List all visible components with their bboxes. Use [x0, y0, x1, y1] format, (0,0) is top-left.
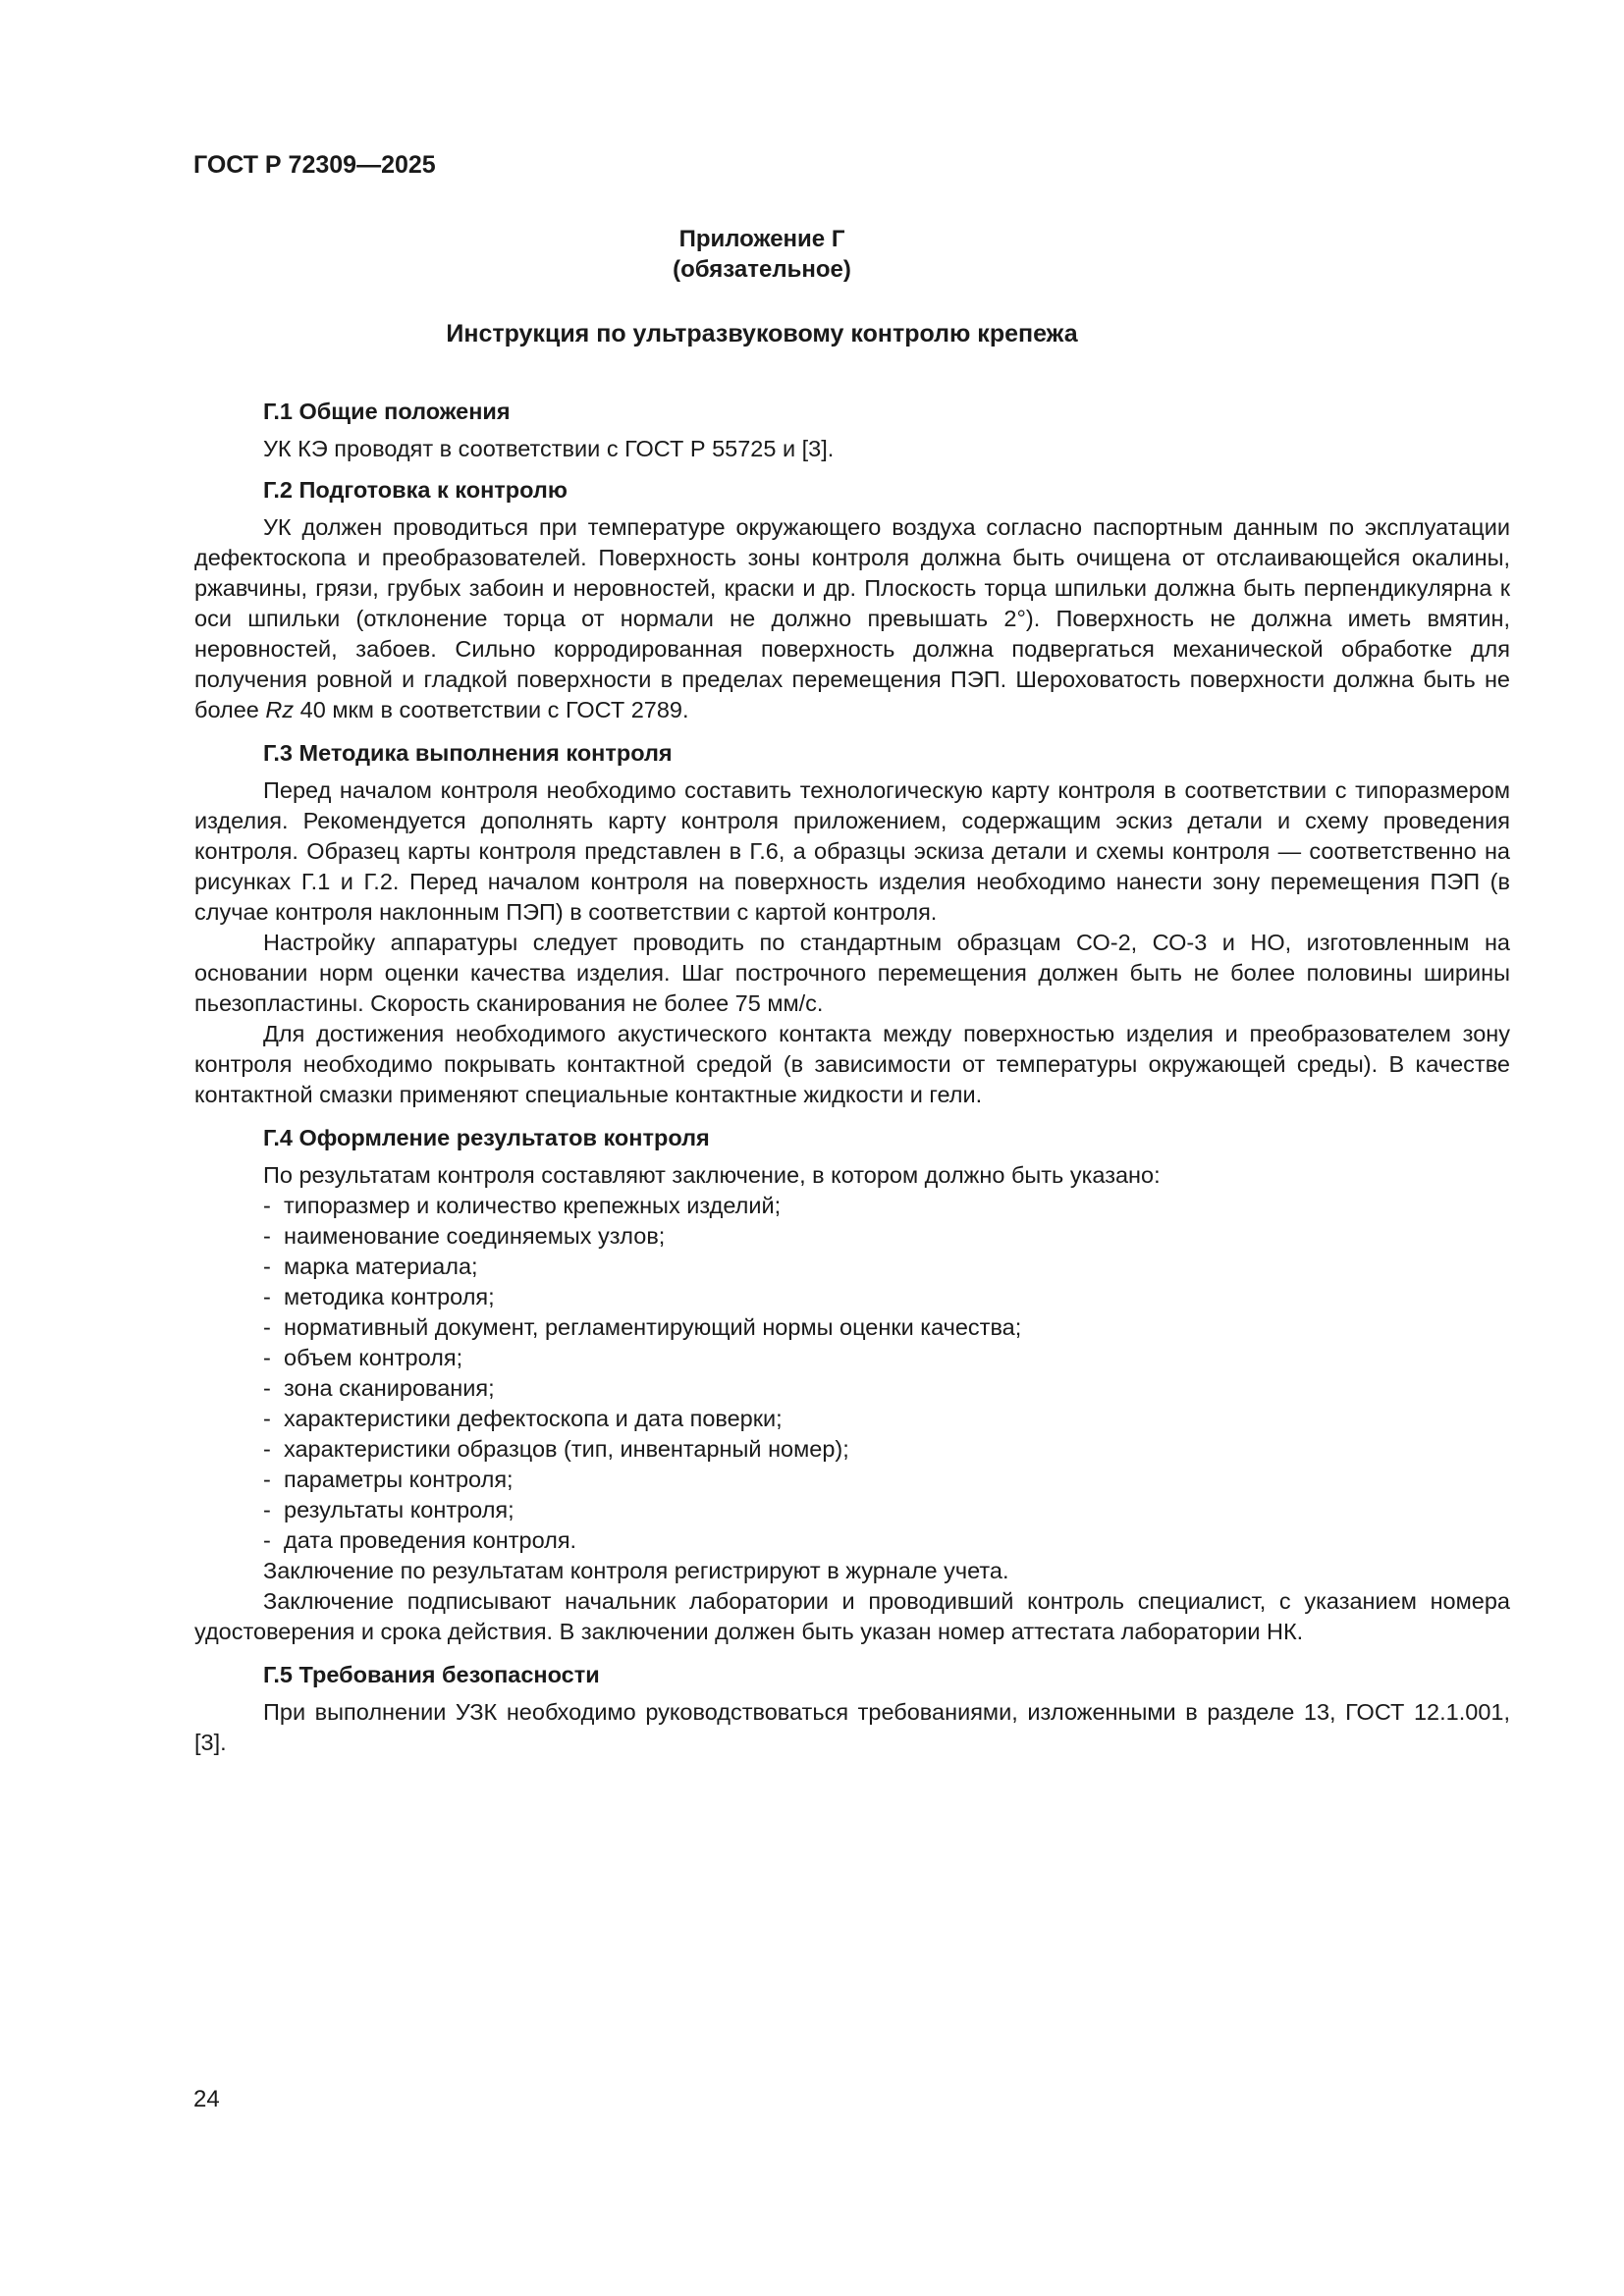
- section-g3-paragraph-1: Перед началом контроля необходимо составить технологическую карту контроля в соответствии с типоразмером изделия. Рекомендуется дополнять карту контроля приложением, содержащим эскиз детали и схему проведения контроля. Образец карты контроля представлен в Г.6, а образцы эскиза детали и схемы контроля — соответственно на рисунках Г.1 и Г.2. Перед началом контроля на поверхность изделия необходимо нанести зону перемещения ПЭП (в случае контроля наклонным ПЭП) в соответствии с картой контроля.: [194, 777, 1510, 925]
- appendix-label: Приложение Г: [678, 226, 845, 252]
- section-g1-paragraph: УК КЭ проводят в соответствии с ГОСТ Р 55725 и [3].: [263, 436, 835, 461]
- list-dash: -: [263, 1254, 271, 1279]
- list-item-text: типоразмер и количество крепежных изделий;: [284, 1193, 782, 1218]
- page-number: 24: [193, 2086, 220, 2112]
- appendix-status: (обязательное): [673, 256, 851, 283]
- list-item-text: марка материала;: [284, 1254, 478, 1279]
- list-dash: -: [263, 1467, 271, 1492]
- list-dash: -: [263, 1436, 271, 1462]
- list-dash: -: [263, 1375, 271, 1401]
- list-item: [263, 1465, 1510, 1495]
- section-g2-paragraph: [194, 512, 1510, 725]
- section-g3-paragraph-3: Для достижения необходимого акустического контакта между поверхностью изделия и преобразователем зону контроля необходимо покрывать контактной средой (в зависимости от температуры окружающей среды). В качестве контактной смазки применяют специальные контактные жидкости и гели.: [194, 1021, 1510, 1107]
- list-dash: -: [263, 1193, 271, 1218]
- section-g4-paragraph-2: Заключение по результатам контроля регистрируют в журнале учета.: [263, 1558, 1009, 1583]
- section-g5-paragraph: При выполнении УЗК необходимо руководствоваться требованиями, изложенными в разделе 13, ГОСТ 12.1.001, [3].: [194, 1699, 1510, 1755]
- list-item: [263, 1495, 1510, 1525]
- list-dash: -: [263, 1497, 271, 1522]
- section-heading-g1: Г.1 Общие положения: [263, 399, 511, 424]
- list-item-text: параметры контроля;: [284, 1467, 514, 1492]
- list-item: [263, 1191, 1510, 1221]
- section-g3-paragraph-2: Настройку аппаратуры следует проводить по стандартным образцам СО-2, СО-3 и НО, изготовленным на основании норм оценки качества изделия. Шаг построчного перемещения должен быть не более половины ширины пьезопластины. Скорость сканирования не более 75 мм/с.: [194, 930, 1510, 1016]
- section-heading-g4: Г.4 Оформление результатов контроля: [263, 1125, 710, 1150]
- list-dash: -: [263, 1527, 271, 1553]
- list-item: [263, 1312, 1510, 1343]
- section-g4-paragraph-3: Заключение подписывают начальник лаборатории и проводивший контроль специалист, с указанием номера удостоверения и срока действия. В заключении должен быть указан номер аттестата лаборатории НК.: [194, 1588, 1510, 1644]
- list-item-text: наименование соединяемых узлов;: [284, 1223, 666, 1249]
- list-item-text: дата проведения контроля.: [284, 1527, 577, 1553]
- list-item-text: объем контроля;: [284, 1345, 463, 1370]
- results-list: [194, 1191, 1510, 1556]
- list-dash: -: [263, 1314, 271, 1340]
- document-body: [194, 397, 1510, 1758]
- list-item-text: нормативный документ, регламентирующий нормы оценки качества;: [284, 1314, 1022, 1340]
- section-g2-text: УК должен проводиться при температуре окружающего воздуха согласно паспортным данным по эксплуатации дефектоскопа и преобразователей. Поверхность зоны контроля должна быть очищена от отслаивающейся окалины, ржавчины, грязи, грубых забоин и неровностей, краски и др. Плоскость торца шпильки должна быть перпендикулярна к оси шпильки (отклонение торца от нормали не должно превышать 2°). Поверхность не должна иметь вмятин, неровностей, забоев. Сильно корродированная поверхность должна подвергаться механической обработке для получения ровной и гладкой поверхности в пределах перемещения ПЭП. Шероховатость поверхности должна быть не более: [194, 514, 1510, 722]
- rz-symbol: Rz: [265, 697, 295, 722]
- appendix-block: [0, 224, 1524, 285]
- list-item: [263, 1434, 1510, 1465]
- list-item: [263, 1252, 1510, 1282]
- list-dash: -: [263, 1223, 271, 1249]
- list-item: [263, 1282, 1510, 1312]
- document-header: ГОСТ Р 72309—2025: [193, 151, 436, 179]
- list-item-text: характеристики дефектоскопа и дата поверки;: [284, 1406, 783, 1431]
- section-heading-g5: Г.5 Требования безопасности: [263, 1662, 600, 1687]
- section-g4-intro: По результатам контроля составляют заключение, в котором должно быть указано:: [263, 1162, 1161, 1188]
- list-item: [263, 1404, 1510, 1434]
- list-dash: -: [263, 1406, 271, 1431]
- list-item: [263, 1525, 1510, 1556]
- list-item: [263, 1221, 1510, 1252]
- list-dash: -: [263, 1284, 271, 1309]
- section-g2-text-end: 40 мкм в соответствии с ГОСТ 2789.: [299, 697, 689, 722]
- list-item: [263, 1373, 1510, 1404]
- appendix-title: Инструкция по ультразвуковому контролю крепежа: [446, 320, 1078, 347]
- section-heading-g3: Г.3 Методика выполнения контроля: [263, 740, 673, 766]
- list-dash: -: [263, 1345, 271, 1370]
- list-item-text: результаты контроля;: [284, 1497, 514, 1522]
- list-item-text: методика контроля;: [284, 1284, 495, 1309]
- list-item-text: зона сканирования;: [284, 1375, 495, 1401]
- list-item-text: характеристики образцов (тип, инвентарный номер);: [284, 1436, 849, 1462]
- section-heading-g2: Г.2 Подготовка к контролю: [263, 477, 568, 503]
- list-item: [263, 1343, 1510, 1373]
